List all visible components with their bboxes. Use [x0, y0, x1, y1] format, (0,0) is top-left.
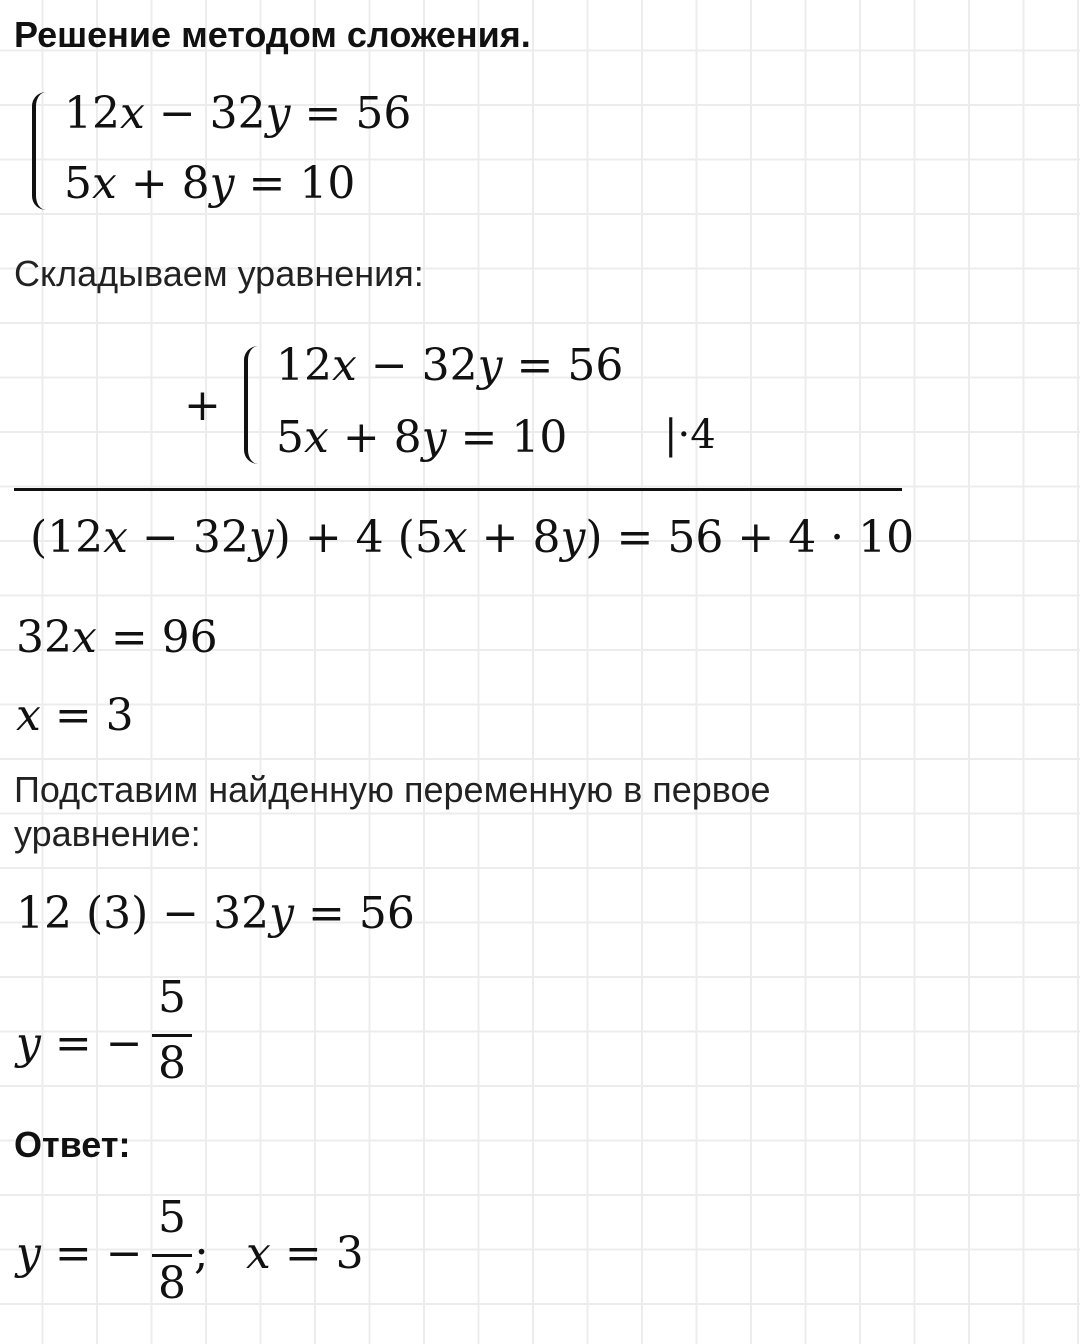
fraction-denominator: 8 — [158, 1038, 186, 1089]
addition-result: (12x − 32y) + 4 (5x + 8y) = 56 + 4 · 10 — [30, 512, 915, 563]
addition-eq2: 5x + 8y = 10 — [276, 412, 568, 463]
sum-line — [14, 488, 902, 491]
fraction-bar — [152, 1034, 192, 1037]
fraction-bar — [152, 1254, 192, 1257]
answer-separator: ; — [194, 1228, 209, 1279]
addition-brace — [244, 346, 262, 464]
system-brace — [32, 92, 50, 210]
line-32x: 32x = 96 — [16, 612, 218, 663]
step-add-label: Складываем уравнения: — [14, 253, 424, 294]
multiplier: |·4 — [664, 412, 716, 458]
y-result-fraction — [152, 972, 192, 1092]
substitute-equation: 12 (3) − 32y = 56 — [16, 888, 415, 939]
fraction-denominator: 8 — [158, 1258, 186, 1309]
answer-y-lhs: y = − — [16, 1228, 143, 1279]
answer-fraction — [152, 1192, 192, 1312]
system-eq2: 5x + 8y = 10 — [64, 158, 356, 209]
addition-eq1: 12x − 32y = 56 — [276, 340, 624, 391]
substitute-label: Подставим найденную переменную в первое уравнение: — [14, 769, 771, 854]
answer-label: Ответ: — [14, 1124, 131, 1165]
system-eq1: 12x − 32y = 56 — [64, 88, 412, 139]
answer-x: x = 3 — [246, 1228, 364, 1279]
fraction-numerator: 5 — [158, 972, 186, 1023]
plus-sign: + — [184, 380, 221, 431]
fraction-numerator: 5 — [158, 1192, 186, 1243]
line-x: x = 3 — [16, 690, 134, 741]
page-title: Решение методом сложения. — [14, 14, 531, 55]
y-result-lhs: y = − — [16, 1018, 143, 1069]
